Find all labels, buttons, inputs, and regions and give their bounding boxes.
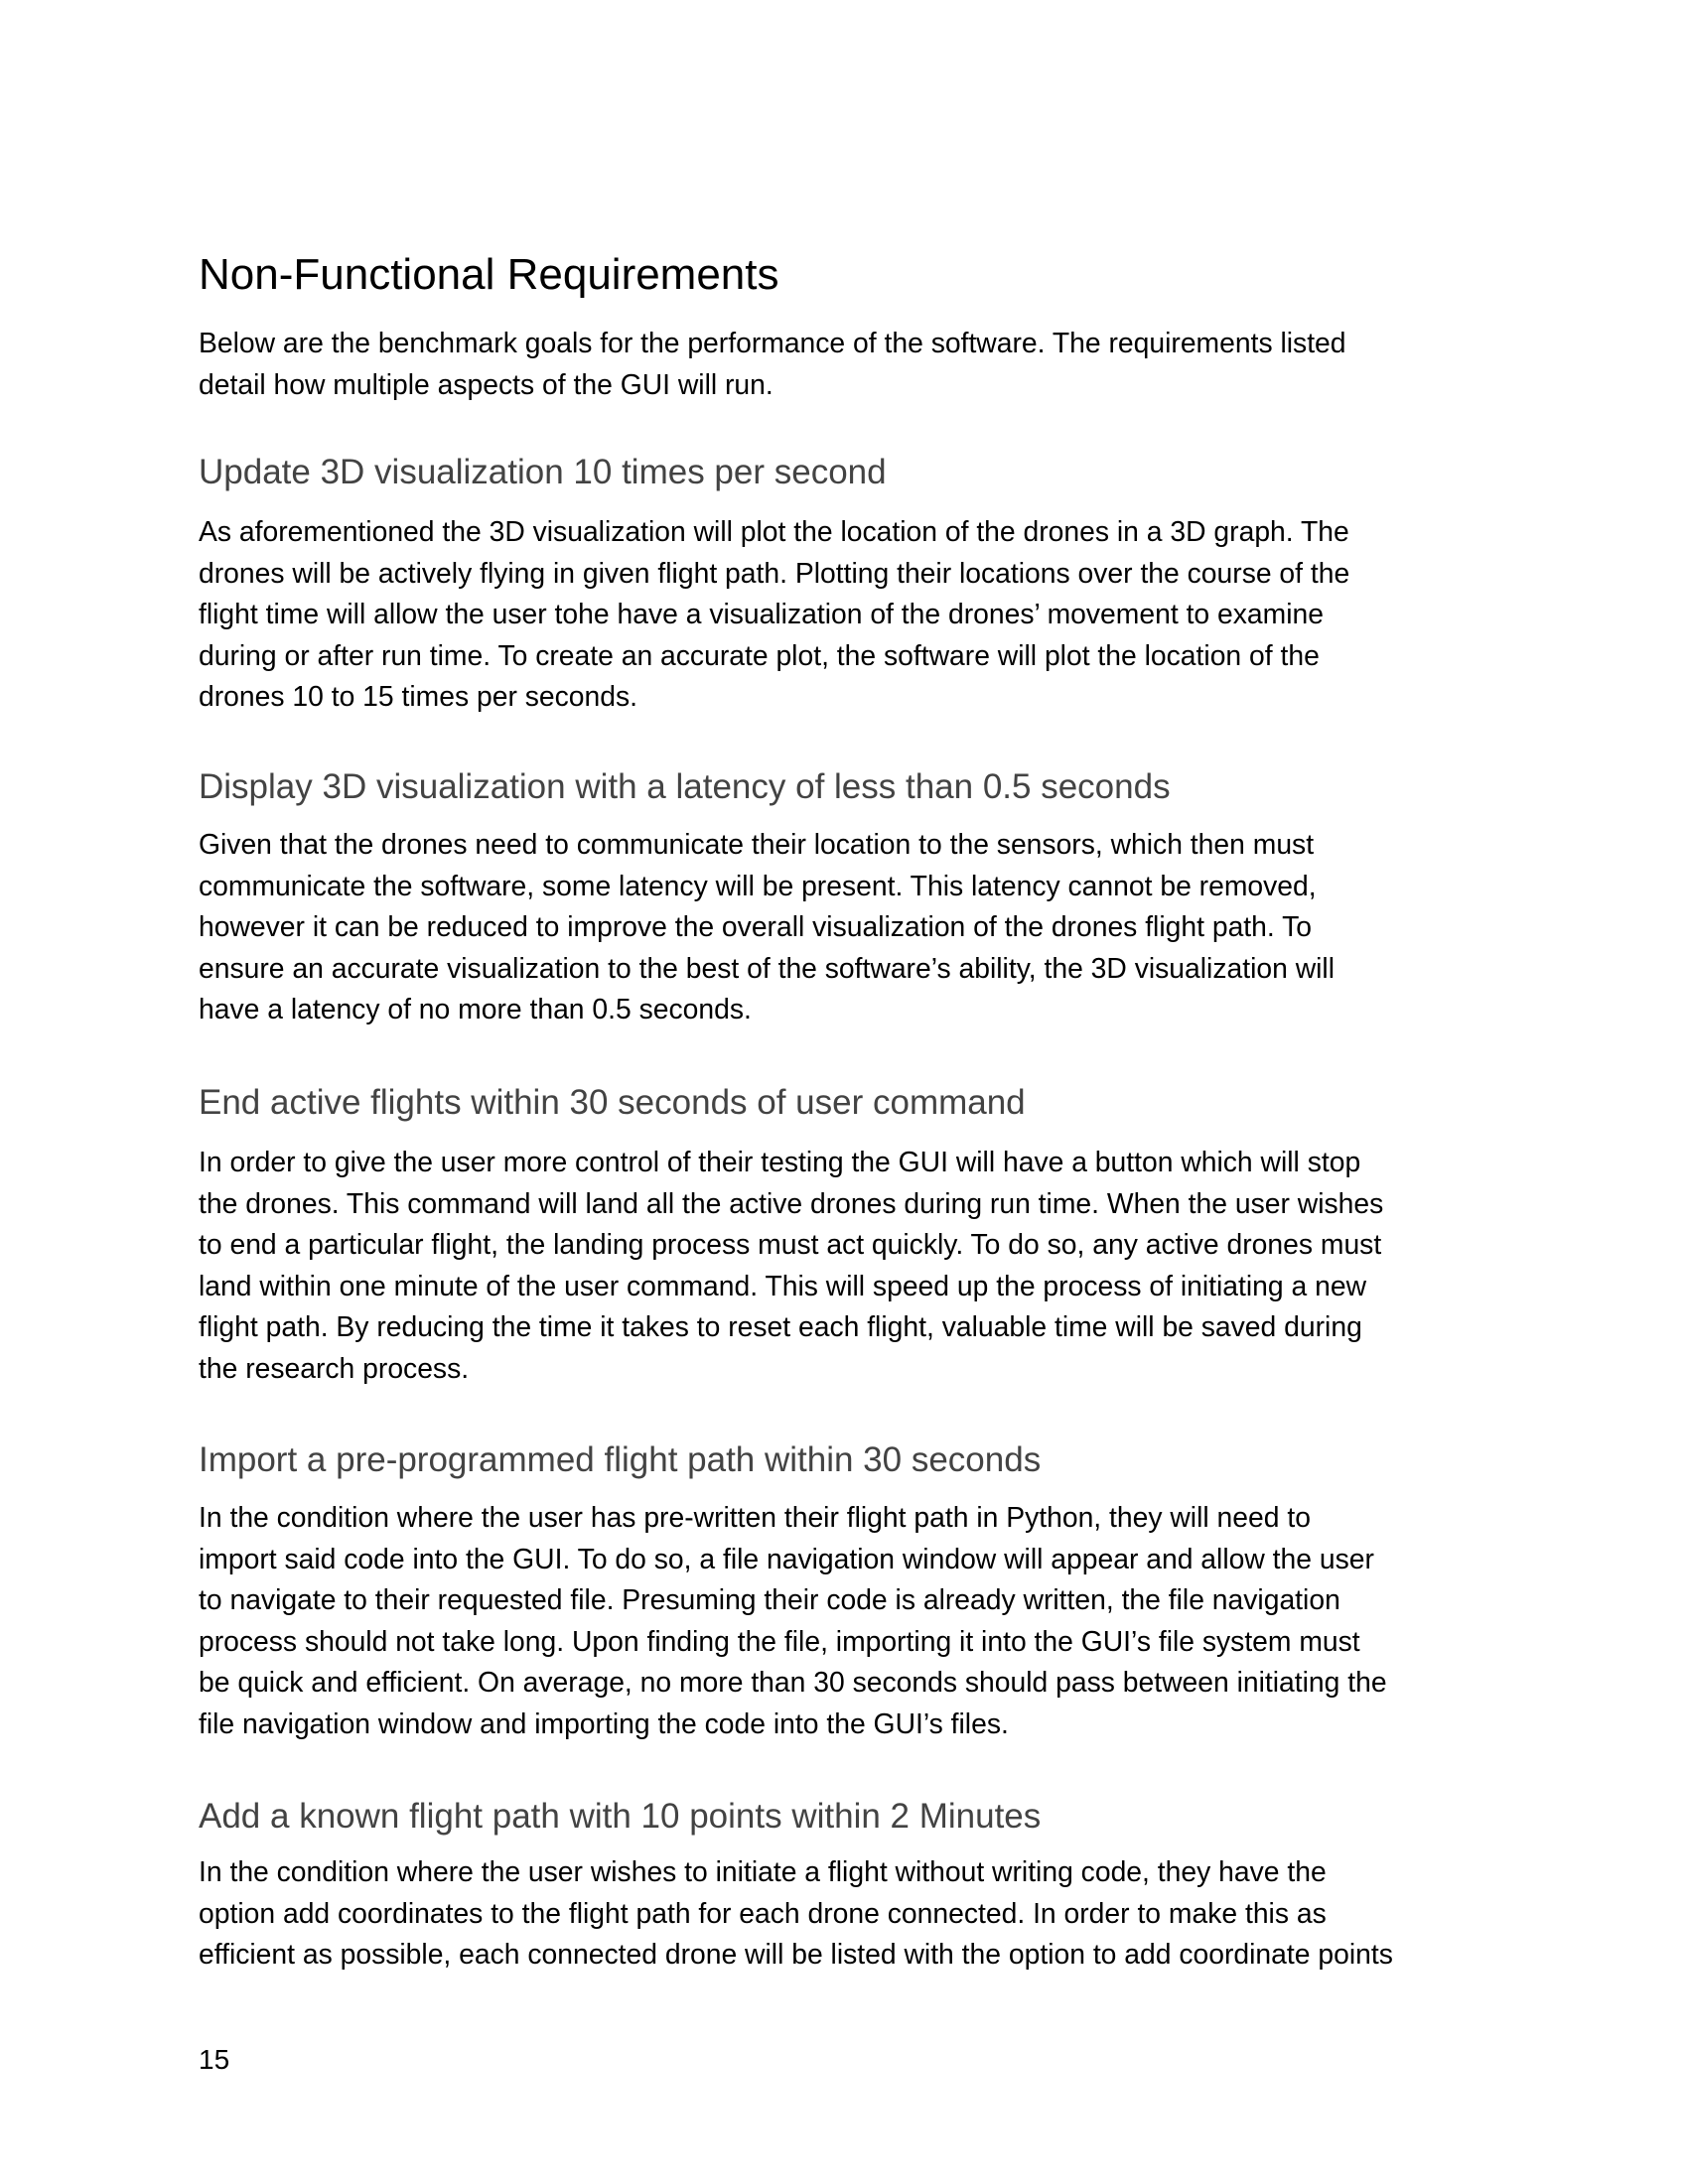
paragraph-line: In the condition where the user wishes to initiate a flight without writing code, they have the (199, 1854, 1327, 1887)
paragraph-line: file navigation window and importing the code into the GUI’s files. (199, 1706, 1009, 1739)
paragraph-line: have a latency of no more than 0.5 seconds. (199, 993, 752, 1025)
paragraph-line: be quick and efficient. On average, no more than 30 seconds should pass between initiating the (199, 1666, 1387, 1699)
paragraph-line: In order to give the user more control of their testing the GUI will have a button which will stop (199, 1145, 1361, 1177)
paragraph-line: however it can be reduced to improve the overall visualization of the drones flight path. To (199, 910, 1313, 943)
section-heading: Display 3D visualization with a latency of less than 0.5 seconds (199, 767, 1171, 807)
paragraph-line: flight path. By reducing the time it takes to reset each flight, valuable time will be saved during (199, 1310, 1362, 1343)
paragraph-line: As aforementioned the 3D visualization will plot the location of the drones in a 3D graph. The (199, 514, 1349, 547)
paragraph-line: drones 10 to 15 times per seconds. (199, 680, 638, 713)
paragraph-line: drones will be actively flying in given flight path. Plotting their locations over the course of the (199, 556, 1350, 589)
section-heading: Update 3D visualization 10 times per second (199, 453, 887, 492)
paragraph-line: process should not take long. Upon finding the file, importing it into the GUI’s file system must (199, 1624, 1360, 1657)
paragraph-line: the drones. This command will land all the active drones during run time. When the user wishes (199, 1186, 1384, 1219)
intro-line: detail how multiple aspects of the GUI will run. (199, 367, 774, 400)
paragraph-line: the research process. (199, 1351, 470, 1384)
page-number: 15 (199, 2044, 230, 2076)
paragraph-line: flight time will allow the user tohe have a visualization of the drones’ movement to examine (199, 598, 1324, 630)
paragraph-line: to navigate to their requested file. Presuming their code is already written, the file navigation (199, 1583, 1340, 1616)
page-title: Non-Functional Requirements (199, 249, 779, 299)
paragraph-line: communicate the software, some latency will be present. This latency cannot be removed, (199, 869, 1317, 901)
section-heading: Import a pre-programmed flight path within 30 seconds (199, 1440, 1042, 1480)
paragraph-line: import said code into the GUI. To do so, a file navigation window will appear and allow the user (199, 1542, 1374, 1574)
section-heading: Add a known flight path with 10 points within 2 Minutes (199, 1797, 1042, 1837)
paragraph-line: option add coordinates to the flight path for each drone connected. In order to make this as (199, 1896, 1327, 1929)
paragraph-line: to end a particular flight, the landing process must act quickly. To do so, any active drones must (199, 1228, 1382, 1261)
intro-line: Below are the benchmark goals for the performance of the software. The requirements listed (199, 326, 1346, 358)
paragraph-line: In the condition where the user has pre-written their flight path in Python, they will need to (199, 1500, 1311, 1533)
paragraph-line: during or after run time. To create an accurate plot, the software will plot the location of the (199, 638, 1320, 671)
paragraph-line: ensure an accurate visualization to the best of the software’s ability, the 3D visualization will (199, 951, 1336, 984)
section-heading: End active flights within 30 seconds of user command (199, 1083, 1026, 1123)
paragraph-line: land within one minute of the user command. This will speed up the process of initiating a new (199, 1269, 1367, 1301)
paragraph-line: efficient as possible, each connected drone will be listed with the option to add coordinate points (199, 1938, 1393, 1971)
paragraph-line: Given that the drones need to communicate their location to the sensors, which then must (199, 827, 1315, 860)
